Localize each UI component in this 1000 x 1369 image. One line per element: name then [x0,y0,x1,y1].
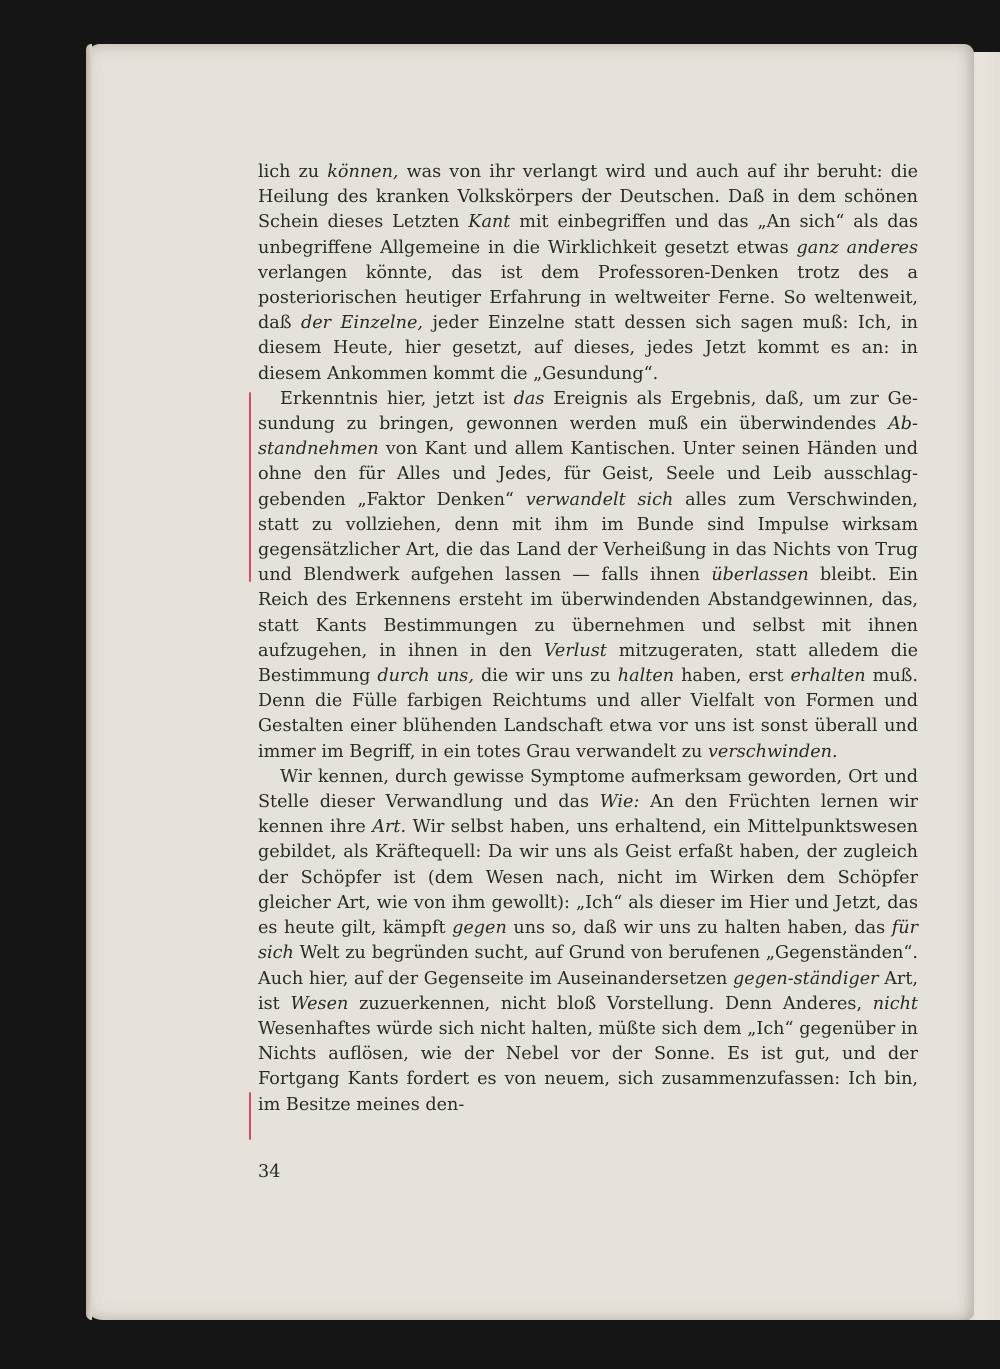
text-run: Wir kennen, durch gewisse Symptome aufmerksam geworden, Ort und Stelle dieser Verwandlung und das [258,766,918,813]
text-run: mitzugeraten, statt alledem die Bestimmung [258,640,918,687]
italic-run: gegen [452,918,507,939]
italic-run: können, [327,162,399,182]
text-run: Wesenhaftes würde sich nicht halten, müßte sich dem „Ich“ gegenüber in Nichts auflösen, wie der Nebel vor der Sonne. Es ist gut, und der Fortgang Kants fordert es von neuem, sich zusammenzufassen: Ich bin, im Besitze meines den- [258,1018,918,1115]
italic-run: für sich [258,918,918,964]
text-run: muß. Denn die Fülle farbigen Reichtums und aller Vielfalt von Formen und Gestalten einer blühenden Landschaft etwa vor uns ist sonst überall und immer im Begriff, in ein totes Grau verwandelt zu [258,666,919,762]
text-run: verlangen könnte, das ist dem Professoren-Denken trotz des a posteriorischen heutiger Erfahrung in weltweiter Ferne. So weltenweit, daß [258,262,918,334]
italic-run: erhalten [790,666,866,687]
italic-run: verschwinden. [707,741,838,762]
text-run: uns so, daß wir uns zu halten haben, das [506,918,892,939]
text-run: haben, erst [674,666,791,687]
italic-run: Abstandnehmen [258,414,918,460]
page-binding-edge [86,44,92,1320]
paragraph-1 [258,160,918,387]
italic-run: ganz anderes [796,237,918,258]
italic-run: der Einzelne, [300,313,423,334]
text-run: jeder Einzelne statt dessen sich sagen muß: Ich, in diesem Heute, hier gesetzt, auf dieses, jedes Jetzt kommt es an: in diesem Ankommen kommt die „Gesundung“. [258,313,918,384]
italic-run: durch uns, [377,666,474,687]
italic-run: Art. [372,817,407,838]
italic-run: gegen-ständiger [733,968,879,989]
italic-run: Verlust [543,640,607,661]
italic-run: halten [617,666,675,687]
text-run: die wir uns zu [473,666,618,687]
paragraph-3 [258,765,918,1118]
text-run: Art, ist [258,968,919,1014]
text-run: Erkenntnis hier, jetzt ist [280,388,514,409]
italic-run: Wesen [290,993,349,1014]
italic-run: Wie: [599,792,640,813]
italic-run: nicht [872,993,918,1014]
italic-run: überlassen [711,565,809,586]
italic-run: das [513,388,545,409]
text-run: zuzuerkennen, nicht bloß Vorstellung. Denn Anderes, [348,993,873,1014]
text-run: bleibt. Ein Reich des Erkennens ersteht im überwindenden Abstandgewinnen, das, statt Kants Bestimmungen zu übernehmen und selbst mit ihnen aufzugehen, in ihnen in den [258,565,918,661]
margin-mark-1 [249,392,251,582]
text-run: alles zum Verschwinden, statt zu vollziehen, denn mit ihm im Bunde sind Impulse wirksam gegensätzlicher Art, die das Land der Verheißung in das Nichts von Trug und Blendwerk aufgehen lassen — falls ihnen [258,489,918,586]
italic-run: Kant [468,212,511,233]
text-run: An den Früchten lernen wir kennen ihre [258,792,918,838]
paragraph-2 [258,387,918,765]
text-run: Welt zu begründen sucht, auf Grund von berufenen „Gegenständen“. Auch hier, auf der Gegenseite im Auseinandersetzen [258,943,918,989]
text-run: Wir selbst haben, uns erhaltend, ein Mittelpunktswesen gebildet, als Kräftequell: Da wir uns als Geist erfaßt haben, der zugleich der Schöpfer ist (dem Wesen nach, nicht im Wirken dem Schöpfer gleicher Art, wie von ihm gewollt): „Ich“ als dieser im Hier und Jetzt, das es heute gilt, kämpft [258,817,918,939]
margin-mark-2 [249,1092,251,1140]
page-number: 34 [258,1162,281,1182]
text-run: lich zu [258,162,328,182]
italic-run: verwandelt sich [525,489,674,510]
text-run: mit einbegriffen und das „An sich“ als das unbegriffene Allgemeine in die Wirklichkeit gesetzt etwas [258,212,919,258]
text-run: was von ihr verlangt wird und auch auf ihr beruht: die Heilung des kranken Volkskörpers der Deutschen. Daß in dem schönen Schein dieses Letzten [258,162,918,233]
text-run: von Kant und allem Kantischen. Unter seinen Händen und ohne den für Alles und Jedes, für Geist, Seele und Leib ausschlaggebenden „Faktor Denken“ [258,439,918,510]
text-run: Ereignis als Ergebnis, daß, um zur Gesundung zu bringen, gewonnen werden muß ein überwindendes [258,388,918,435]
body-text [258,160,918,1118]
